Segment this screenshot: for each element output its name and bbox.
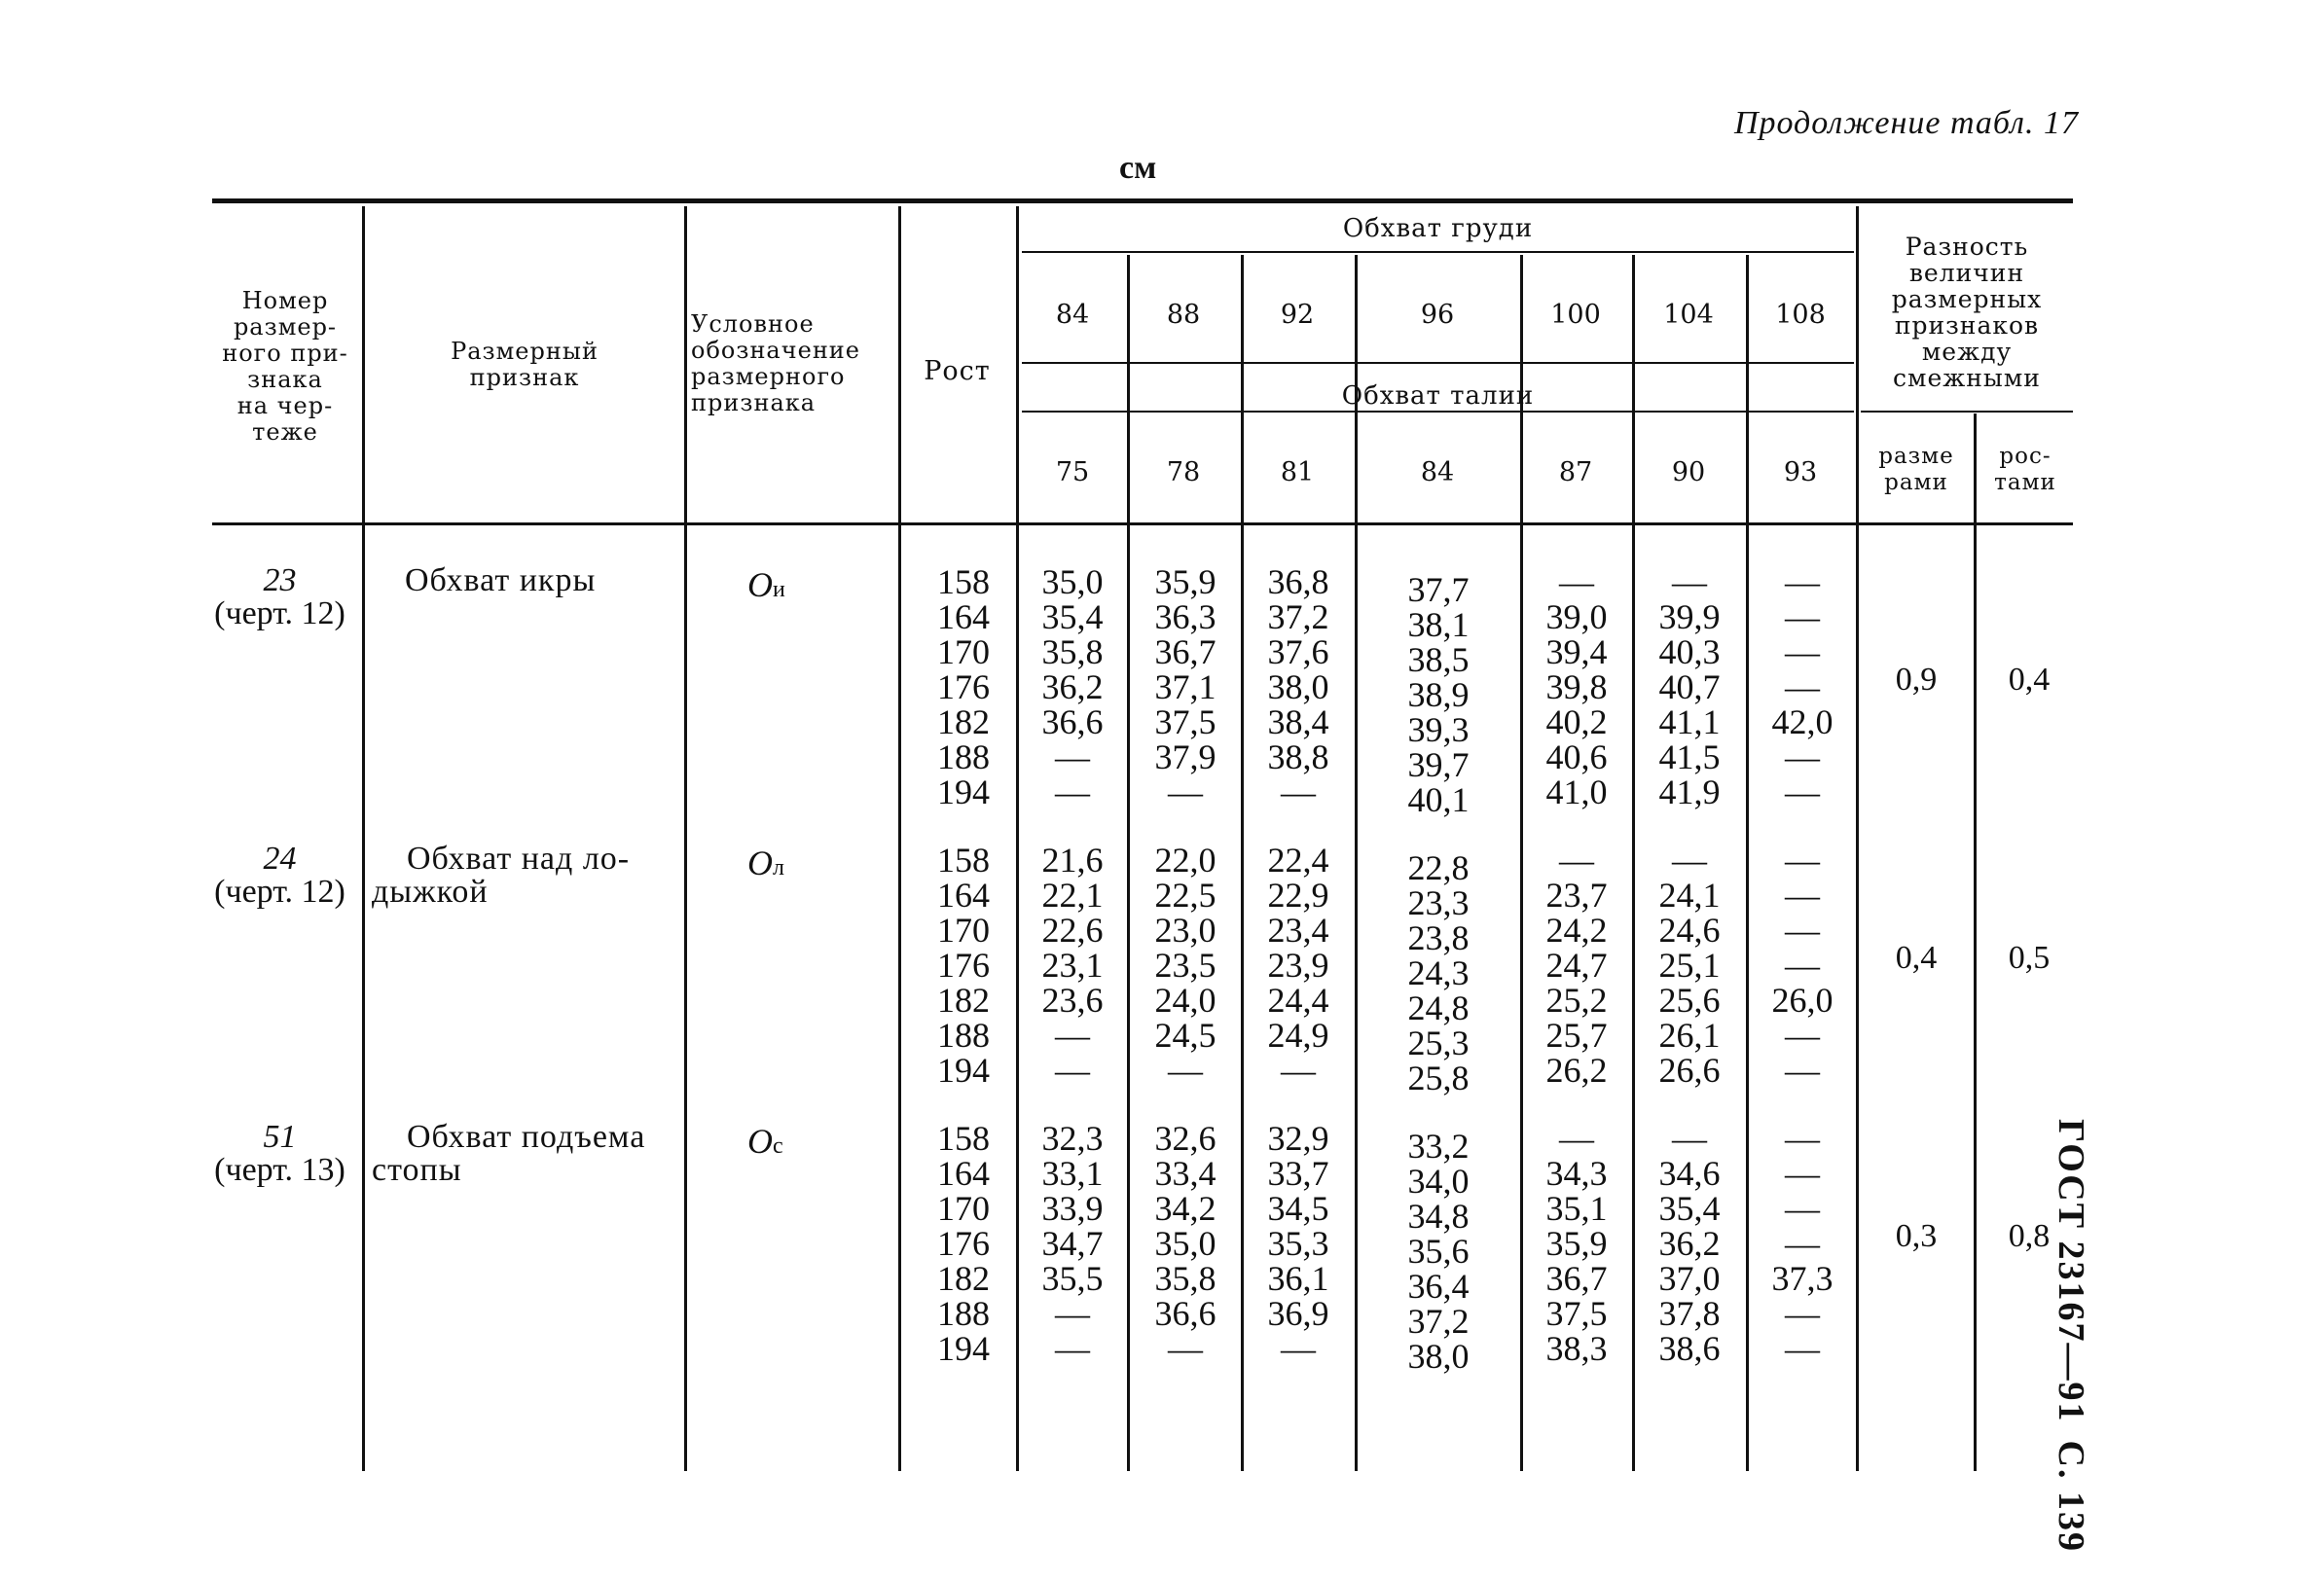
table-cell: 37,0 [1658,1259,1721,1298]
table-cell: 35,9 [1545,1224,1608,1263]
table-cell: 32,3 [1041,1119,1104,1158]
table-cell: 38,5 [1407,640,1470,679]
table-cell: 22,5 [1154,876,1216,915]
header-symbol [691,311,895,416]
table-cell: 21,6 [1041,841,1104,880]
table-cell: — [1785,946,1820,985]
value-column [1641,564,1738,809]
table-cell: 36,6 [1154,1294,1216,1333]
feature-symbol [747,564,785,605]
header-diff-line: между [1921,338,2013,366]
height-value: 164 [937,597,990,636]
table-cell: 37,9 [1154,737,1216,776]
header-symbol-line: признака [691,389,817,416]
table-cell: — [1785,1294,1820,1333]
value-column [1528,564,1625,809]
value-column [1250,564,1347,809]
diff-heights-value: 0,4 [2008,662,2051,698]
waist-value: 75 [1055,457,1090,487]
table-cell: 42,0 [1771,702,1834,741]
waist-value: 81 [1280,457,1315,487]
table-cell: 32,6 [1154,1119,1216,1158]
feature-symbol-letter: О [747,1122,773,1161]
diff-sizes-value: 0,3 [1895,1218,1938,1254]
table-cell: 25,6 [1658,981,1721,1020]
table-cell: — [1785,1154,1820,1193]
waist-value: 90 [1671,457,1706,487]
height-value: 170 [937,632,990,671]
col-rule [1016,206,1019,1471]
table-cell: — [1559,1119,1594,1158]
table-cell: — [1168,1329,1203,1368]
diff-group-rule [1861,411,2073,413]
value-column [1137,843,1234,1088]
table-cell: — [1785,1016,1820,1055]
header-height: Рост [924,356,991,386]
table-cell: 40,2 [1545,702,1608,741]
table-cell: 35,8 [1041,632,1104,671]
height-list [925,1121,1002,1366]
table-cell: 38,1 [1407,605,1470,644]
table-cell: 33,9 [1041,1189,1104,1228]
header-number [212,288,358,446]
table-cell: 37,2 [1267,597,1329,636]
chest-value: 96 [1420,300,1455,330]
table-cell: 35,1 [1545,1189,1608,1228]
feature-number-value: 23 [263,562,297,598]
table-cell: 25,2 [1545,981,1608,1020]
table-cell: 23,1 [1041,946,1104,985]
table-cell: 36,9 [1267,1294,1329,1333]
height-value: 188 [937,737,990,776]
waist-value: 84 [1420,457,1455,487]
header-diff-heights-line: тами [1994,470,2056,495]
table-cell: 41,5 [1658,737,1721,776]
table-cell: 22,0 [1154,841,1216,880]
col-rule [898,206,901,1471]
table-cell: 36,8 [1267,562,1329,601]
table-cell: 22,9 [1267,876,1329,915]
feature-name-line: стопы [372,1152,462,1188]
value-column [1250,1121,1347,1366]
col-rule [1127,255,1130,1471]
header-diff-sizes-line: рами [1884,470,1948,495]
value-column [1528,1121,1625,1366]
table-cell: 35,5 [1041,1259,1104,1298]
table-cell: — [1281,1051,1316,1090]
table-cell: 34,3 [1545,1154,1608,1193]
table-cell: 37,6 [1267,632,1329,671]
table-cell: 33,2 [1407,1127,1470,1166]
table-cell: 40,3 [1658,632,1721,671]
feature-name [405,564,596,597]
table-cell: 38,0 [1267,667,1329,706]
chest-value: 104 [1663,300,1714,330]
feature-symbol-letter: О [747,565,773,604]
feature-symbol-subscript: и [773,577,785,602]
table-cell: 36,1 [1267,1259,1329,1298]
value-column [1250,843,1347,1088]
table-cell: — [1785,597,1820,636]
standard-number: ГОСТ 23167—91 [2051,1119,2091,1423]
table-cell: 22,8 [1407,848,1470,887]
chest-value: 92 [1280,300,1315,330]
table-cell: 40,1 [1407,780,1470,819]
table-cell: 37,5 [1545,1294,1608,1333]
table-cell: — [1055,773,1090,811]
header-diff-line: признаков [1894,311,2040,340]
table-cell: 23,3 [1407,883,1470,922]
feature-name [372,843,630,909]
height-value: 158 [937,841,990,880]
table-cell: — [1672,562,1707,601]
height-list [925,564,1002,809]
table-cell: 41,9 [1658,773,1721,811]
table-cell: 38,3 [1545,1329,1608,1368]
col-rule [1632,255,1635,1471]
table-cell: 35,4 [1658,1189,1721,1228]
height-value: 194 [937,1051,990,1090]
height-value: 158 [937,562,990,601]
header-diff-line: размерных [1891,285,2043,313]
col-rule [1355,255,1358,1471]
table-cell: 23,7 [1545,876,1608,915]
table-cell: 35,6 [1407,1232,1470,1271]
table-cell: 24,6 [1658,911,1721,950]
table-cell: 26,1 [1658,1016,1721,1055]
table-cell: 39,3 [1407,710,1470,749]
height-value: 164 [937,1154,990,1193]
height-value: 188 [937,1016,990,1055]
table-cell: 36,7 [1154,632,1216,671]
table-cell: 22,4 [1267,841,1329,880]
table-cell: 37,2 [1407,1302,1470,1341]
table-cell: 37,1 [1154,667,1216,706]
drawing-reference: (черт. 12) [214,595,345,631]
header-diff-sizes [1861,444,1972,496]
value-column [1641,1121,1738,1366]
table-cell: 23,0 [1154,911,1216,950]
table-cell: — [1785,1051,1820,1090]
table-cell: 33,1 [1041,1154,1104,1193]
height-value: 164 [937,876,990,915]
height-value: 170 [937,1189,990,1228]
chest-value: 88 [1166,300,1201,330]
table-cell: 34,8 [1407,1197,1470,1236]
header-diff-line: Разность [1905,233,2029,261]
waist-value: 87 [1558,457,1593,487]
table-cell: — [1672,841,1707,880]
feature-symbol [747,843,784,883]
table-cell: — [1785,876,1820,915]
feature-number-value: 24 [263,841,297,877]
height-list [925,843,1002,1088]
value-column [1754,564,1851,809]
table-cell: 24,8 [1407,988,1470,1027]
header-feature [368,339,681,391]
table-cell: — [1785,1329,1820,1368]
table-cell: 24,1 [1658,876,1721,915]
table-cell: 34,6 [1658,1154,1721,1193]
table-cell: 25,8 [1407,1059,1470,1097]
table-cell: 24,3 [1407,953,1470,992]
table-cell: 38,9 [1407,675,1470,714]
table-cell: 24,9 [1267,1016,1329,1055]
table-cell: 34,0 [1407,1162,1470,1201]
waist-value: 93 [1783,457,1818,487]
header-diff-group [1861,234,2073,391]
table-cell: 37,5 [1154,702,1216,741]
table-cell: — [1055,1294,1090,1333]
table-cell: — [1785,667,1820,706]
chest-values-rule [1022,362,1854,364]
header-number-line: знака [247,366,323,393]
table-cell: 41,0 [1545,773,1608,811]
table-cell: 35,4 [1041,597,1104,636]
table-cell: 38,4 [1267,702,1329,741]
height-value: 158 [937,1119,990,1158]
value-column [1641,843,1738,1088]
table-caption: Продолжение табл. 17 [1733,105,2079,141]
height-value: 176 [937,667,990,706]
table-cell: 39,8 [1545,667,1608,706]
diff-sizes-value: 0,9 [1895,662,1938,698]
col-rule [1520,255,1523,1471]
feature-number-value: 51 [263,1119,297,1155]
value-column [1754,1121,1851,1366]
table-cell: 24,0 [1154,981,1216,1020]
table-cell: 35,8 [1154,1259,1216,1298]
table-cell: — [1785,1189,1820,1228]
table-cell: 34,5 [1267,1189,1329,1228]
table-cell: 37,8 [1658,1294,1721,1333]
height-value: 194 [937,1329,990,1368]
header-symbol-line: размерного [691,363,846,390]
table-cell: 26,6 [1658,1051,1721,1090]
table-cell: 23,6 [1041,981,1104,1020]
header-feature-line: Размерный [451,338,599,365]
table-cell: 25,1 [1658,946,1721,985]
table-cell: 35,3 [1267,1224,1329,1263]
chest-group-rule [1022,251,1854,253]
header-number-line: размер- [233,313,338,341]
table-cell: 24,5 [1154,1016,1216,1055]
table-cell: — [1785,841,1820,880]
feature-name-line: Обхват над ло- [407,841,631,877]
header-diff-sizes-line: разме [1878,444,1954,469]
header-diff-heights-line: рос- [1999,444,2052,469]
table-cell: — [1672,1119,1707,1158]
feature-symbol-subscript: л [773,855,784,880]
table-cell: 37,3 [1771,1259,1834,1298]
table-cell: 25,7 [1545,1016,1608,1055]
value-column [1754,843,1851,1088]
header-number-line: теже [252,418,318,446]
table-cell: — [1168,1051,1203,1090]
value-column [1137,1121,1234,1366]
table-cell: — [1785,632,1820,671]
value-column [1390,850,1487,1096]
feature-number [200,843,360,909]
table-cell: — [1785,911,1820,950]
height-value: 176 [937,946,990,985]
table-cell: 24,2 [1545,911,1608,950]
feature-name-line: Обхват икры [405,562,597,598]
table-cell: 35,0 [1041,562,1104,601]
table-cell: — [1055,737,1090,776]
height-value: 182 [937,702,990,741]
header-symbol-line: обозначение [691,337,861,364]
table-cell: 22,1 [1041,876,1104,915]
diff-heights-value: 0,5 [2008,940,2051,976]
table-cell: 32,9 [1267,1119,1329,1158]
table-cell: — [1168,773,1203,811]
table-cell: — [1055,1016,1090,1055]
table-cell: — [1785,562,1820,601]
height-value: 188 [937,1294,990,1333]
value-column [1024,843,1121,1088]
feature-name [372,1121,645,1187]
table-cell: 23,8 [1407,918,1470,957]
table-cell: 36,6 [1041,702,1104,741]
table-cell: — [1785,1224,1820,1263]
drawing-reference: (черт. 13) [214,1152,345,1188]
value-column [1390,1129,1487,1374]
table-cell: 36,2 [1041,667,1104,706]
drawing-reference: (черт. 12) [214,874,345,910]
table-cell: 36,7 [1545,1259,1608,1298]
table-cell: 36,4 [1407,1267,1470,1306]
header-diff-line: смежными [1893,364,2041,392]
table-cell: — [1785,1119,1820,1158]
feature-name-line: Обхват подъема [407,1119,646,1155]
height-value: 182 [937,981,990,1020]
header-number-line: на чер- [236,392,334,419]
table-top-rule [212,198,2073,203]
waist-value: 78 [1166,457,1201,487]
waist-group-rule [1022,411,1854,413]
value-column [1390,572,1487,817]
side-running-head [2050,1119,2092,1570]
height-value: 182 [937,1259,990,1298]
header-chest-group: Обхват груди [1342,214,1534,243]
height-value: 194 [937,773,990,811]
header-feature-line: признак [469,364,580,391]
table-cell: 38,8 [1267,737,1329,776]
table-cell: 41,1 [1658,702,1721,741]
table-cell: 36,3 [1154,597,1216,636]
col-rule [1746,255,1749,1471]
header-number-line: ного при- [222,340,348,367]
height-value: 170 [937,911,990,950]
table-cell: — [1785,773,1820,811]
chest-value: 100 [1550,300,1601,330]
feature-number [200,1121,360,1187]
col-rule [1241,255,1244,1471]
table-cell: — [1055,1329,1090,1368]
header-number-line: Номер [241,287,329,314]
table-cell: 23,9 [1267,946,1329,985]
table-cell: — [1559,562,1594,601]
diff-sizes-value: 0,4 [1895,940,1938,976]
chest-value: 108 [1775,300,1826,330]
header-bottom-rule [212,522,2073,525]
table-cell: 23,4 [1267,911,1329,950]
header-symbol-line: Условное [691,310,815,338]
table-cell: 40,7 [1658,667,1721,706]
header-diff-line: величин [1908,259,2025,287]
table-cell: — [1281,1329,1316,1368]
table-cell: 22,6 [1041,911,1104,950]
diff-heights-value: 0,8 [2008,1218,2051,1254]
feature-name-line: дыжкой [372,874,489,910]
header-waist-group: Обхват талии [1341,381,1535,411]
table-cell: — [1281,773,1316,811]
table-cell: 36,2 [1658,1224,1721,1263]
table-cell: 24,4 [1267,981,1329,1020]
table-cell: 38,6 [1658,1329,1721,1368]
table-cell: 39,4 [1545,632,1608,671]
table-cell: 39,7 [1407,745,1470,784]
col-rule [362,206,365,1471]
table-cell: — [1785,737,1820,776]
value-column [1024,1121,1121,1366]
value-column [1024,564,1121,809]
page-number: С. 139 [2051,1440,2091,1553]
table-cell: 26,0 [1771,981,1834,1020]
table-cell: 35,9 [1154,562,1216,601]
value-column [1137,564,1234,809]
feature-symbol-subscript: с [773,1133,783,1159]
table-cell: 40,6 [1545,737,1608,776]
feature-symbol-letter: О [747,844,773,882]
chest-value: 84 [1055,300,1090,330]
header-diff-heights [1978,444,2073,496]
col-rule [684,206,687,1471]
table-cell: 25,3 [1407,1024,1470,1062]
table-cell: 35,0 [1154,1224,1216,1263]
table-cell: — [1055,1051,1090,1090]
table-cell: — [1559,841,1594,880]
height-value: 176 [937,1224,990,1263]
feature-number [200,564,360,630]
value-column [1528,843,1625,1088]
table-cell: 24,7 [1545,946,1608,985]
table-cell: 34,7 [1041,1224,1104,1263]
table-cell: 34,2 [1154,1189,1216,1228]
col-rule [1856,206,1859,1471]
table-cell: 23,5 [1154,946,1216,985]
unit-label: см [1119,150,1157,186]
table-cell: 33,7 [1267,1154,1329,1193]
feature-symbol [747,1121,783,1162]
table-cell: 38,0 [1407,1337,1470,1376]
table-cell: 33,4 [1154,1154,1216,1193]
table-cell: 37,7 [1407,570,1470,609]
table-cell: 39,0 [1545,597,1608,636]
table-cell: 26,2 [1545,1051,1608,1090]
table-cell: 39,9 [1658,597,1721,636]
